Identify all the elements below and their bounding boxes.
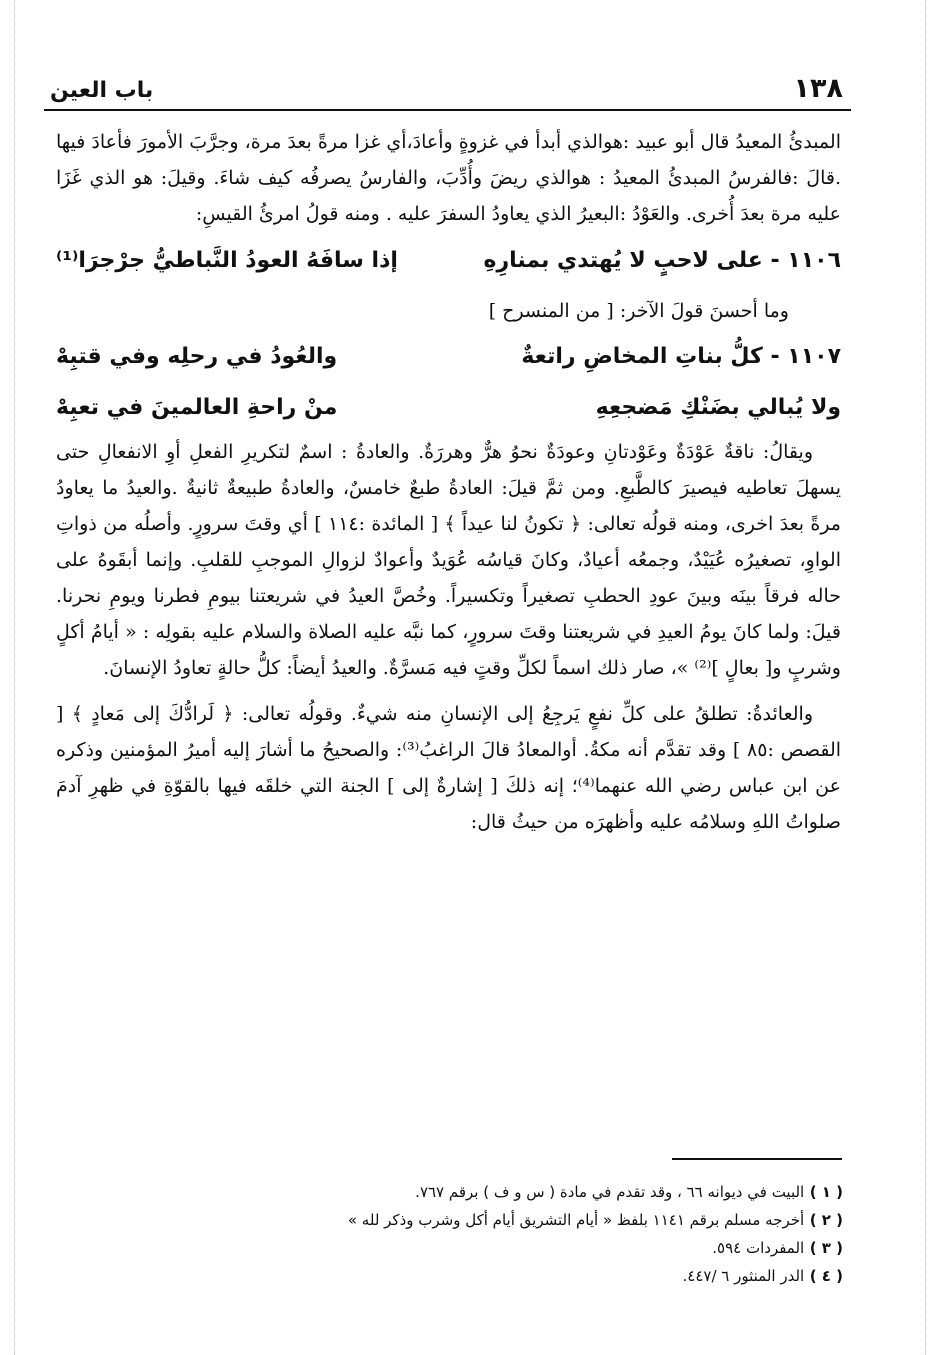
footnote-1-text: البيت في ديوانه ٦٦ ، وقد تقدم في مادة ( س و ف ) برقم ٧٦٧. xyxy=(415,1183,805,1201)
footnotes xyxy=(120,1178,843,1290)
meter-note: وما أحسنَ قولَ الآخر: [ من المنسرح ] xyxy=(488,300,789,322)
footnote-2-text: أخرجه مسلم برقم ١١٤١ بلفظ « أيام التشريق أيام أكل وشرب وذكر لله » xyxy=(347,1211,805,1229)
verse-1107-first-hemistich: ١١٠٧ - كلُّ بناتِ المخاضِ راتعةٌ xyxy=(521,344,841,369)
footnote-2 xyxy=(120,1206,843,1234)
scan-edge-right xyxy=(925,0,926,1355)
footnote-4-text: الدر المنثور ٦ /٤٤٧. xyxy=(682,1267,805,1285)
header-rule xyxy=(44,109,851,111)
footnote-1-number: ( ١ ) xyxy=(809,1183,843,1201)
page-number: ١٣٨ xyxy=(793,73,843,104)
footnote-2-number: ( ٢ ) xyxy=(809,1211,843,1229)
verse-1107-line-2-first-hemistich: ولا يُبالي بضَنْكِ مَضجعِهِ xyxy=(595,395,841,420)
running-title: باب العين xyxy=(50,78,154,103)
verse-1107-line-2-second-hemistich: منْ راحةِ العالمينَ في تعبِهْ xyxy=(56,395,338,420)
verse-1106-first-hemistich: ١١٠٦ - على لاحبٍ لا يُهتدي بمنارِهِ xyxy=(483,248,841,273)
footnote-1 xyxy=(120,1178,843,1206)
scan-edge-left xyxy=(14,0,15,1355)
paragraph-2: ويقالُ: ناقةٌ عَوْدَةٌ وعَوْدتانِ وعودَةٌ نحوُ هرٌّ وهررَةٌ. والعادةُ : اسمٌ لتكريرِ الفعلِ أوِ الانفعالِ حتى يسهلَ تعاطيه فيصيرَ كالطَّبعِ. ومن ثمَّ قيلَ: العادةُ طبعٌ خامسٌ، والعادةُ طبيعةٌ ثانيةٌ .والعيدُ ما يعاودُ مرةً بعدَ اخرى، ومنه قولُه تعالى: ﴿ تكونُ لنا عيداً ﴾ [ المائدة :١١٤ ] أي وقتَ سرورٍ. وأصلُه من ذواتِ الواوِ، تصغيرُه عُيَيْدٌ، وجمعُه أعيادٌ، وكانَ قياسُه عُوَيدٌ وأعوادٌ لزوالِ الموجبِ للقلبِ. وإنما أبقَوهُ على حاله فرقاً بينَه وبينَ عودِ الحطبِ تصغيراً وتكسيراً. وخُصَّ العيدُ في شريعتنا بيومِ فطرنا ويومِ نحرنا. قيلَ: ولما كانَ يومُ العيدِ في شريعتنا وقتَ سرورٍ، كما نبَّه عليه الصلاة والسلام عليه بقولِه : « أيامُ أكلٍ وشربٍ و[ بعالٍ ]⁽²⁾ »، صار ذلك اسماً لكلِّ وقتٍ فيه مَسرَّةٌ. والعيدُ أيضاً: كلُّ حالةٍ تعاودُ الإنسانَ. xyxy=(56,441,841,679)
paragraph-1: المبدئُ المعيدُ قال أبو عبيد :هوالذي أبدأ في غزوةٍ وأعادَ،أي غزا مرةً بعدَ مرة، وجرَّبَ الأمورَ فأعادَ فيها .قالَ :فالفرسُ المبدئُ المعيدُ : هوالذي ريضَ وأُدِّبَ، والفارسُ يصرفُه كيف شاءَ. وقيلَ: هو الذي غَزَا عليه مرة بعدَ أُخرى. والعَوْدُ :البعيرُ الذي يعاودُ السفرَ عليه . ومنه قولُ امرئُ القيسِ: xyxy=(56,131,841,225)
footnote-3-text: المفردات ٥٩٤. xyxy=(712,1239,805,1257)
main-text xyxy=(56,124,841,840)
verse-1107-line-2 xyxy=(56,382,841,434)
footnote-3-number: ( ٣ ) xyxy=(809,1239,843,1257)
verse-1106 xyxy=(56,236,841,286)
footnote-3 xyxy=(120,1234,843,1262)
verse-1107-second-hemistich: والعُودُ في رحلِه وفي قتبِهْ xyxy=(56,344,338,369)
verse-1106-second-hemistich: إذا سافَهُ العودُ النَّباطيُّ جرْجرَا⁽¹⁾ xyxy=(56,248,398,273)
paragraph-3: والعائدةُ: تطلقُ على كلِّ نفعٍ يَرجِعُ إلى الإنسانِ منه شيءٌ. وقولُه تعالى: ﴿ لَرادُّكَ إلى مَعادٍ ﴾ [ القصص :٨٥ ] وقد تقدَّم أنه مكةُ. أوالمعادُ قالَ الراغبُ⁽³⁾: والصحيحُ ما أشارَ إليه أميرُ المؤمنين وذكره عن ابن عباس رضي الله عنهما⁽⁴⁾؛ إنه ذلكَ [ إشارةٌ إلى ] الجنة التي خلقَه فيها بالقوّةِ في ظهرِ آدمَ صلواتُ اللهِ وسلامُه عليه وأظهرَه من حيثُ قال: xyxy=(56,703,842,833)
verse-1107 xyxy=(56,332,841,382)
footnote-rule xyxy=(672,1158,842,1160)
footnote-4-number: ( ٤ ) xyxy=(809,1267,843,1285)
page-header xyxy=(50,62,843,102)
footnote-4 xyxy=(120,1262,843,1290)
